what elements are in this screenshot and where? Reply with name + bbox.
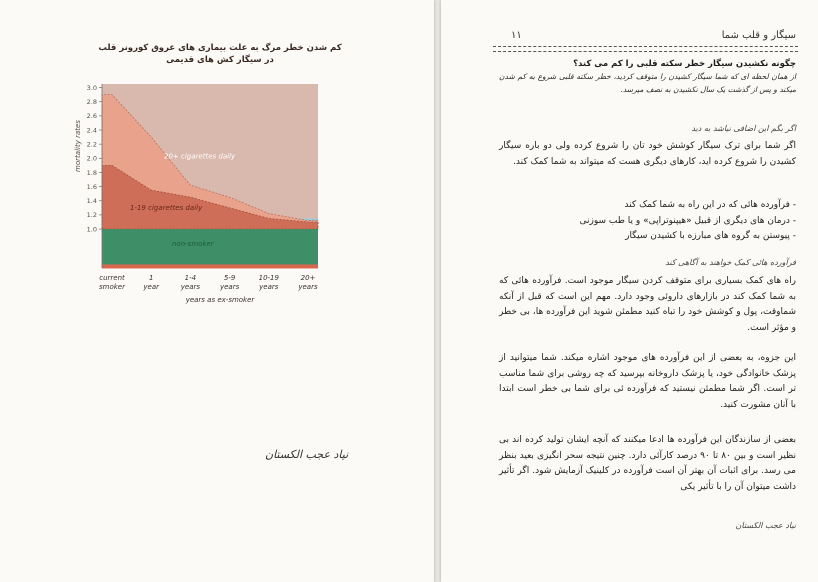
paragraph: راه های کمک بسیاری برای متوقف کردن سیگار موجود است. فرآورده هائی که به شما کمک کند در بازارهای داروئی وجود دارد. مهم این است که قبل از آنکه شماوقت، پول و کوشش خود را تباه کنید مطمئن شوید این فرآورده ها، بی خطر و مؤثر است. bbox=[499, 276, 796, 333]
x-tick-label: current bbox=[99, 274, 125, 282]
x-tick-label: year bbox=[143, 283, 160, 291]
list-item: - پیوستن به گروه های مبارزه با کشیدن سیگار bbox=[625, 231, 796, 242]
x-tick-label: years bbox=[259, 283, 279, 291]
series-label: non-smoker bbox=[172, 240, 214, 249]
x-tick-label: 10-19 bbox=[258, 274, 279, 282]
x-tick-label: 5-9 bbox=[223, 274, 236, 282]
y-tick-label: 3.0 bbox=[86, 83, 97, 92]
page-header bbox=[511, 30, 796, 44]
x-tick-label: years bbox=[298, 283, 318, 291]
x-tick-label: 1 bbox=[148, 274, 154, 282]
bullet-list bbox=[499, 198, 796, 245]
intro-text: از همان لحظه ای که شما سیگار کشیدن را متوقف کردید، خطر سکته قلبی شروع به کم شدن میکند و پس از گذشت یک سال نکشیدن به نصف میرسد. bbox=[499, 72, 796, 94]
page-number: ۱۱ bbox=[511, 30, 522, 41]
header-divider bbox=[493, 46, 798, 52]
y-tick-label: 2.0 bbox=[86, 154, 97, 163]
list-item: - درمان های دیگری از قبیل «هیپنوتراپی» و یا طب سوزنی bbox=[579, 215, 796, 226]
y-axis-label: mortality rates bbox=[74, 120, 82, 172]
x-tick-label: years bbox=[180, 283, 201, 291]
y-tick-label: 1.2 bbox=[86, 211, 97, 220]
y-tick-label: 1.8 bbox=[86, 168, 97, 177]
x-tick-label: 1-4 bbox=[184, 274, 197, 282]
y-tick-label: 2.6 bbox=[86, 112, 97, 121]
series-label: 1-19 cigarettes daily bbox=[130, 203, 203, 212]
x-axis-label: years as ex-smoker bbox=[185, 296, 255, 304]
right-page bbox=[441, 0, 818, 582]
x-tick-label: smoker bbox=[99, 283, 125, 291]
handwritten-signature: نیاد عجب الکستان bbox=[265, 448, 349, 461]
running-title: سیگار و قلب شما bbox=[721, 30, 796, 41]
y-tick-label: 2.4 bbox=[86, 126, 97, 135]
chart-title bbox=[90, 42, 350, 66]
y-tick-label: 1.6 bbox=[86, 182, 97, 191]
handwritten-note: فرآورده هائی کمک خواهند به آگاهی کند bbox=[665, 258, 796, 267]
x-tick-label: 20+ bbox=[300, 274, 316, 282]
chart-title-line2: در سیگار کش های قدیمی bbox=[166, 55, 274, 65]
y-tick-label: 1.0 bbox=[86, 225, 97, 234]
paragraph: این جزوه، به بعضی از این فرآورده های موجود اشاره میکند. شما میتوانید از پزشک خانوادگی خود، یا پزشک داروخانه بپرسید که چه روشی برای شما مناسب تر است. اگر شما مطمئن نیستید که فرآورده ئی برای شما بی خطر است ابتدا با آنان مشورت کنید. bbox=[499, 353, 796, 410]
handwritten-signature: نیاد عجب الکستان bbox=[735, 521, 796, 530]
chart-baseline-strip bbox=[102, 264, 318, 268]
section-heading: چگونه نکشیدن سیگار خطر سکته قلبی را کم می کند؟ bbox=[573, 59, 796, 69]
y-tick-label: 2.2 bbox=[86, 140, 97, 149]
paragraph: بعضی از سازندگان این فرآورده ها ادعا میکنند که آنچه ایشان تولید کرده اند بی نظیر است و بین ۸۰ تا ۹۰ درصد کارآئی دارد. چنین نتیجه سحر انگیزی بعید بنظر می رسد. برای اثبات آن بهتر آن است فرآورده در کلینیک آزمایش شود. اگر تأثیر داشت میتوان آن را با تأثیر یکی bbox=[499, 435, 797, 492]
paragraph: اگر شما برای ترک سیگار کوشش خود تان را شروع کرده ولی دو باره سیگار کشیدن را شروع کرده اید، کارهای دیگری هست که میتواند به شما کمک کند. bbox=[499, 141, 796, 167]
chart-title-line1: کم شدن خطر مرگ به علت بیماری های عروق کورونر قلب bbox=[98, 43, 342, 53]
series-label: 20+ cigarettes daily bbox=[164, 152, 236, 161]
mortality-chart bbox=[72, 78, 334, 318]
x-tick-label: years bbox=[219, 283, 240, 291]
y-tick-label: 1.4 bbox=[86, 197, 97, 206]
list-item: - فرآورده هائی که در این راه به شما کمک کند bbox=[624, 200, 796, 210]
handwritten-note: اگر بگم این اضافی نیاشد به دید bbox=[691, 124, 796, 133]
y-tick-label: 2.8 bbox=[86, 97, 97, 106]
